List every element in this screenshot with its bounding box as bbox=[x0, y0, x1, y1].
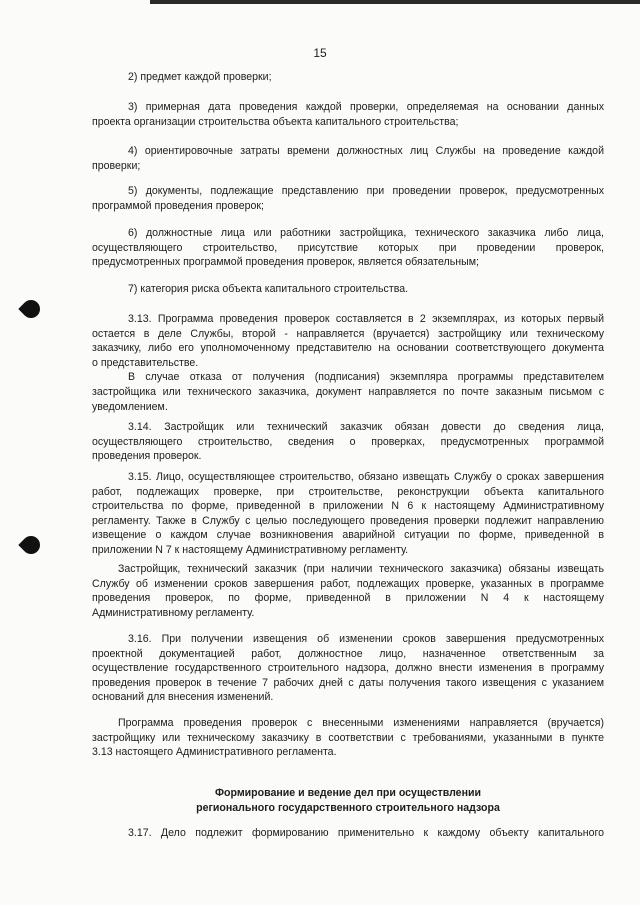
paragraph bbox=[92, 144, 604, 173]
text-line: 3.15. Лицо, осуществляющее строительство, обязано извещать Службу о сроках завершения bbox=[128, 471, 604, 483]
text-line: осуществляющего строительство, сведения о проверках, предусмотренных программой bbox=[92, 435, 604, 448]
text-line: 5) документы, подлежащие представлению при проведении проверок, предусмотренных bbox=[128, 185, 604, 197]
paragraph bbox=[92, 184, 604, 213]
paragraph bbox=[92, 312, 604, 414]
text-line: 4) ориентировочные затраты времени должностных лиц Службы на проведение каждой bbox=[128, 145, 604, 157]
text-line: предусмотренных программой проведения проверок, является обязательным; bbox=[92, 256, 479, 269]
text-line: работ, подлежащих проверке, при строительстве, реконструкции объекта капитального bbox=[92, 485, 604, 498]
punch-hole-mark bbox=[18, 532, 43, 557]
text-line: заказчику, либо его уполномоченному представителю на основании соответствующего документа bbox=[92, 342, 604, 355]
heading-line: Формирование и ведение дел при осуществлении bbox=[214, 787, 481, 799]
text-line: проектной документацией работ, должностное лицо, назначенное ответственным за bbox=[92, 647, 604, 660]
paragraph bbox=[92, 562, 604, 620]
text-line: 3.14. Застройщик или технический заказчик обязан довести до сведения лица, bbox=[128, 421, 604, 433]
paragraph bbox=[92, 226, 604, 270]
text-line: Административному регламенту. bbox=[92, 606, 255, 619]
text-line: В случае отказа от получения (подписания) экземпляра программы представителем bbox=[128, 371, 604, 384]
text-line: проведения проверок в течение 7 рабочих дней с даты получения такого извещения с указанием bbox=[92, 676, 604, 689]
text-line: 3.17. Дело подлежит формированию применительно к каждому объекту капитального bbox=[128, 827, 604, 839]
text-line: застройщику или техническому заказчику в соответствии с требованиями, указанными в пункте bbox=[92, 731, 604, 744]
text-line: проведения проверок, по форме, приведенной в приложении N 4 к настоящему bbox=[92, 592, 604, 605]
text-line: Застройщик, технический заказчик (при наличии технического заказчика) обязаны извещать bbox=[118, 563, 604, 575]
text-line: 3.13 настоящего Административного регламента. bbox=[92, 746, 337, 759]
text-line: проверки; bbox=[92, 159, 141, 172]
scan-edge-line bbox=[150, 0, 640, 4]
text-line: приложении N 7 к настоящему Административному регламенту. bbox=[92, 543, 409, 556]
paragraph bbox=[92, 716, 604, 760]
text-line: программой проведения проверок; bbox=[92, 199, 264, 212]
text-line: проведения проверок. bbox=[92, 450, 202, 463]
paragraph bbox=[92, 470, 604, 558]
punch-hole-mark bbox=[18, 296, 43, 321]
text-line: оснований для внесения изменений. bbox=[92, 691, 274, 704]
paragraph bbox=[92, 70, 604, 85]
section-heading bbox=[92, 786, 604, 815]
text-line: о представительстве. bbox=[92, 356, 199, 369]
page-number: 15 bbox=[313, 46, 327, 60]
paragraph bbox=[92, 420, 604, 464]
paragraph bbox=[92, 826, 604, 841]
text-line: 7) категория риска объекта капитального строительства. bbox=[128, 283, 409, 295]
text-line: извещение о каждом случае возникновения аварийной ситуации по форме, приведенной в bbox=[92, 529, 604, 542]
paragraph bbox=[92, 100, 604, 129]
text-line: застройщика или технического заказчика, документ направляется по почте заказным письмом с bbox=[92, 385, 604, 398]
text-line: осуществляющего строительство, присутствие которых при проведении проверок, bbox=[92, 241, 604, 254]
heading-line: регионального государственного строительного надзора bbox=[196, 801, 500, 814]
text-line: проекта организации строительства объекта капитального строительства; bbox=[92, 115, 459, 128]
text-line: 3) примерная дата проведения каждой проверки, определяемая на основании данных bbox=[128, 101, 604, 113]
text-line: остается в деле Службы, второй - направляется (вручается) застройщику или техническому bbox=[92, 327, 604, 340]
paragraph bbox=[92, 632, 604, 705]
text-line: 3.16. При получении извещения об изменении сроков завершения предусмотренных bbox=[128, 633, 604, 645]
text-line: регламенту. Также в Службу с целью последующего проведения проверки подлежит направлению bbox=[92, 514, 604, 527]
paragraph bbox=[92, 282, 604, 297]
text-line: 2) предмет каждой проверки; bbox=[128, 71, 272, 83]
text-line: 6) должностные лица или работники застройщика, технического заказчика либо лица, bbox=[128, 227, 604, 239]
text-line: уведомлением. bbox=[92, 400, 168, 413]
text-line: осуществление государственного строительного надзора, должно внести изменения в программу bbox=[92, 662, 604, 675]
text-line: Программа проведения проверок с внесенными изменениями направляется (вручается) bbox=[118, 717, 604, 729]
text-line: 3.13. Программа проведения проверок составляется в 2 экземплярах, из которых первый bbox=[128, 313, 604, 325]
text-line: строительства по форме, приведенной в приложении N 6 к настоящему Административному bbox=[92, 500, 604, 513]
text-line: Службу об изменении сроков завершения работ, подлежащих проверке, указанных в программе bbox=[92, 577, 604, 590]
